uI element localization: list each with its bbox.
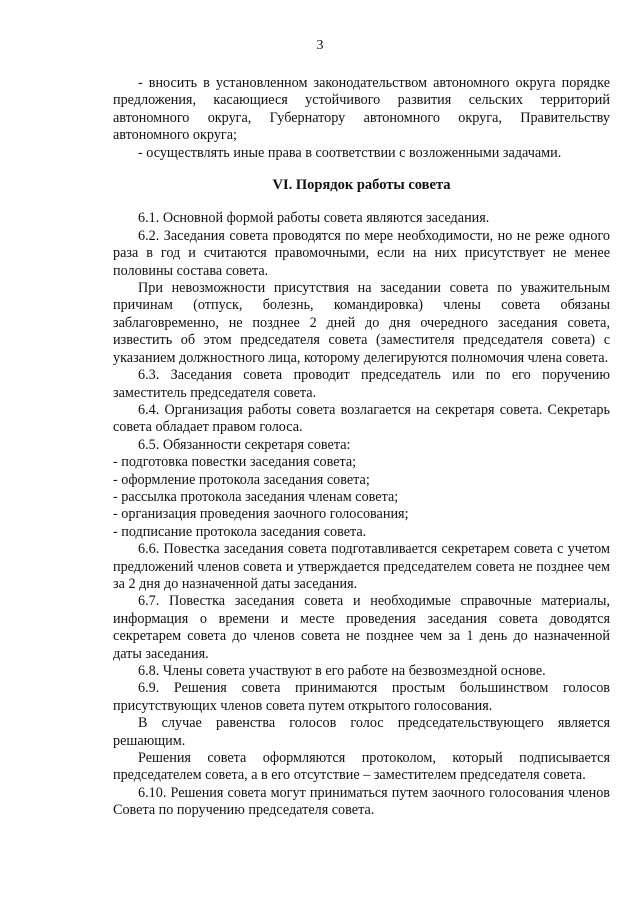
duty-item: - рассылка протокола заседания членам совета; — [113, 488, 399, 505]
duty-item: - организация проведения заочного голосования; — [113, 506, 409, 523]
duty-item: - подготовка повестки заседания совета; — [113, 454, 357, 471]
paragraph: 6.1. Основной формой работы совета являются заседания. — [138, 210, 490, 227]
intro-item: - вносить в установленном законодательством автономного округа порядке предложения, касающиеся устойчивого развития сельских территорий автономного округа, Губернатору автономного округа, Правительству автономного округа; — [113, 75, 610, 144]
paragraph: 6.5. Обязанности секретаря совета: — [138, 436, 351, 453]
paragraph: При невозможности присутствия на заседании совета по уважительным причинам (отпуск, болезнь, командировка) члены совета обязаны заблаговременно, не позднее 2 дней до дня очередного заседания совета, известить об этом председателя совета (заместителя председателя совета) с указанием должностного лица, которому делегируются полномочия члена совета. — [113, 280, 610, 366]
duty-item: - оформление протокола заседания совета; — [113, 471, 370, 488]
document-body — [113, 75, 610, 820]
page-number: 3 — [316, 38, 324, 53]
duty-item: - подписание протокола заседания совета. — [113, 523, 367, 540]
paragraph: В случае равенства голосов голос председательствующего является решающим. — [113, 715, 610, 749]
paragraph: 6.9. Решения совета принимаются простым большинством голосов присутствующих членов совета путем открытого голосования. — [113, 680, 610, 714]
paragraph: 6.10. Решения совета могут приниматься путем заочного голосования членов Совета по поручению председателя совета. — [113, 784, 610, 819]
paragraph: 6.8. Члены совета участвуют в его работе на безвозмездной основе. — [138, 663, 546, 679]
paragraph: 6.6. Повестка заседания совета подготавливается секретарем совета с учетом предложений членов совета и утверждается председателем совета не позднее чем за 2 дня до назначенной даты заседания. — [113, 541, 610, 592]
paragraph: 6.4. Организация работы совета возлагается на секретаря совета. Секретарь совета обладает правом голоса. — [113, 401, 610, 436]
intro-item: - осуществлять иные права в соответствии с возложенными задачами. — [138, 144, 562, 161]
paragraph: 6.2. Заседания совета проводятся по мере необходимости, но не реже одного раза в год и считаются правомочными, если на них присутствует не менее половины состава совета. — [113, 227, 610, 279]
paragraph: 6.3. Заседания совета проводит председатель или по его поручению заместитель председателя совета. — [113, 367, 610, 401]
section-title: VI. Порядок работы совета — [272, 177, 451, 194]
paragraph: 6.7. Повестка заседания совета и необходимые справочные материалы, информация о времени и месте проведения заседания совета доводятся секретарем совета до членов совета не позднее чем за 1 день до назначенной даты заседания. — [113, 593, 610, 662]
paragraph: Решения совета оформляются протоколом, который подписывается председателем совета, а в его отсутствие – заместителем председателя совета. — [113, 750, 610, 784]
